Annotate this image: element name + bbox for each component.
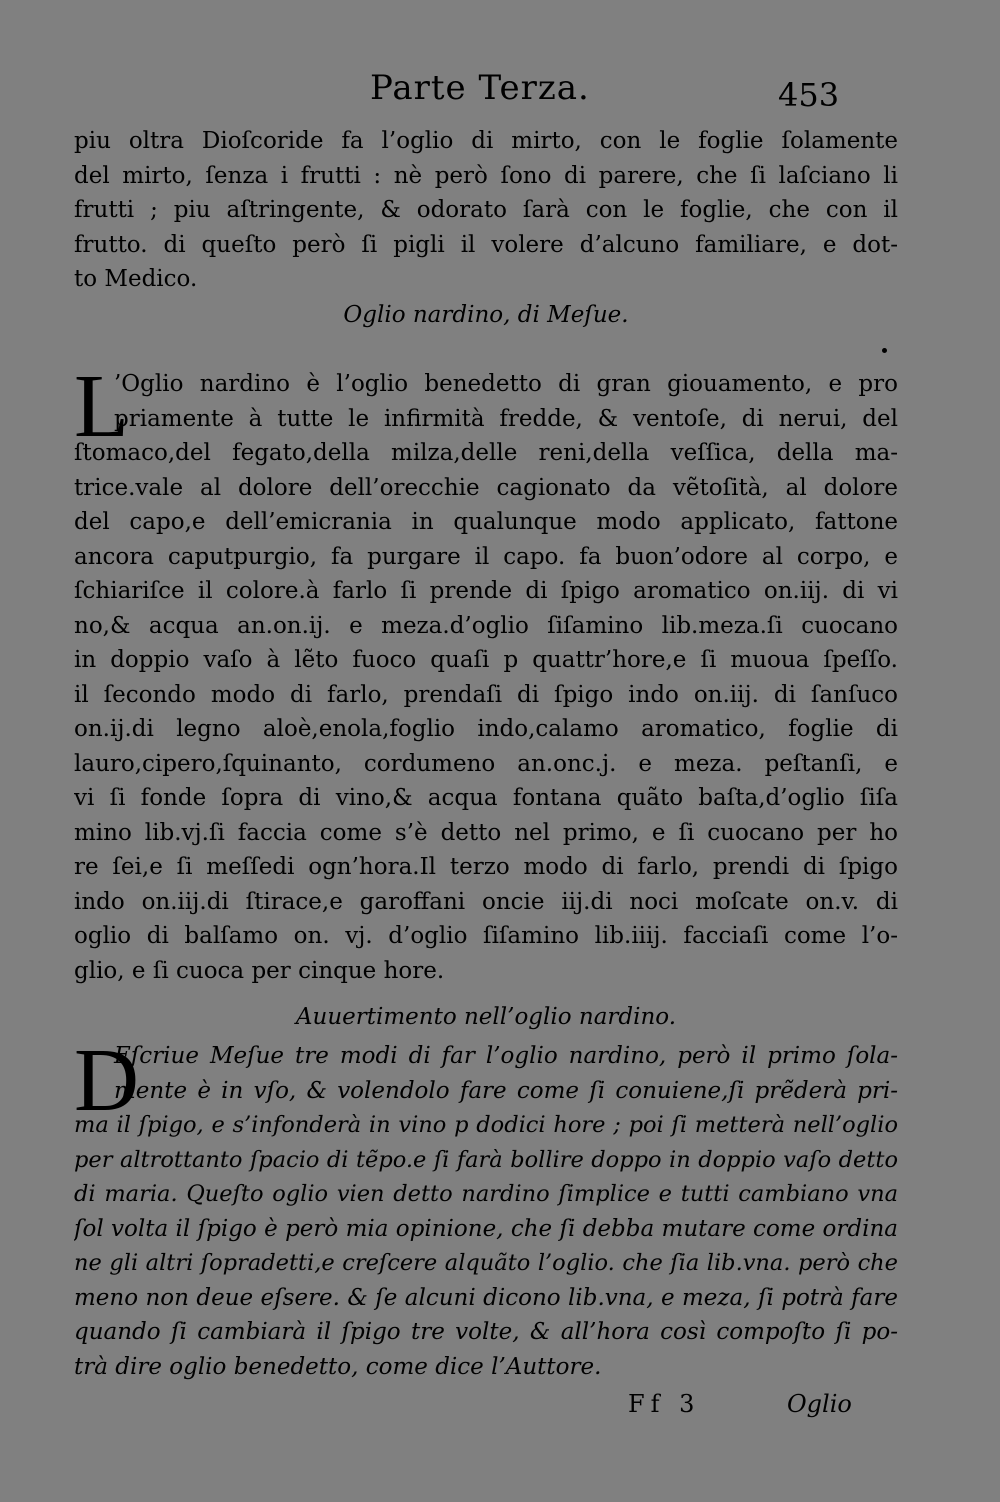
text-line: ’Oglio nardino è l’oglio benedetto di gran giouamento, e pro <box>114 371 898 397</box>
text-line: quando ſi cambiarà il ſpigo tre volte, & all’hora così compoſto ſi po- <box>74 1319 898 1345</box>
text-line: oglio di balſamo on. vj. d’oglio ſiſamino lib.iiij. facciaſi come l’o- <box>74 923 898 949</box>
section-heading-oglio-nardino: Oglio nardino, di Meſue. <box>343 302 629 328</box>
text-line: del capo,e dell’emicrania in qualunque modo applicato, fattone <box>74 509 898 535</box>
text-line: il ſecondo modo di farlo, prendaſi di ſpigo indo on.iij. di ſanſuco <box>74 681 898 708</box>
drop-cap-l: L <box>74 357 129 456</box>
text-line: to Medico. <box>74 266 198 292</box>
text-line: vi ſi fonde ſopra di vino,& acqua fontana quãto baſta,d’oglio ſiſa <box>74 785 898 811</box>
text-line: ne gli altri ſopradetti,e creſcere alquãto l’oglio. che ſia lib.vna. però che <box>74 1250 898 1276</box>
text-line: on.ij.di legno aloè,enola,foglio indo,calamo aromatico, foglie di <box>74 716 898 742</box>
text-line: in doppio vaſo à lẽto fuoco quaſi p quattr’hore,e ſi muoua ſpeſſo. <box>74 647 898 673</box>
text-line: mino lib.vj.ſi faccia come s’è detto nel primo, e ſi cuocano per ho <box>74 819 898 846</box>
text-line: trice.vale al dolore dell’orecchie cagionato da vẽtoſità, al dolore <box>74 474 898 501</box>
running-header: Parte Terza. <box>370 68 590 108</box>
text-line: ancora caputpurgio, fa purgare il capo. fa buon’odore al corpo, e <box>74 543 898 570</box>
text-line: priamente à tutte le infirmità fredde, & ventoſe, di nerui, del <box>114 405 898 432</box>
text-line: lauro,cipero,ſquinanto, cordumeno an.onc.j. e meza. peſtanſi, e <box>74 750 898 777</box>
text-line: no,& acqua an.on.ij. e meza.d’oglio ſiſamino lib.meza.ſi cuocano <box>74 612 898 639</box>
text-line: ſchiariſce il colore.à farlo ſi prende di ſpigo aromatico on.iij. di vi <box>74 578 898 604</box>
continued-paragraph <box>74 124 898 297</box>
ink-dot <box>882 348 887 353</box>
text-line: Eſcriue Meſue tre modi di far l’oglio nardino, però il primo ſola- <box>114 1043 898 1069</box>
section-heading-auuertimento: Auuertimento nell’oglio nardino. <box>295 1004 677 1030</box>
page-number: 453 <box>778 76 840 114</box>
section1-paragraph <box>74 367 898 988</box>
text-line: trà dire oglio benedetto, come dice l’Auttore. <box>74 1353 602 1380</box>
section2-paragraph <box>74 1039 898 1384</box>
text-line: frutto. di queſto però ſi pigli il volere d’alcuno familiare, e dot- <box>74 231 898 258</box>
signature-mark: Ff 3 <box>628 1390 701 1418</box>
text-line: mente è in vſo, & volendolo fare come ſi conuiene,ſi prẽderà pri- <box>114 1077 898 1104</box>
text-line: piu oltra Dioſcoride fa l’oglio di mirto, con le foglie ſolamente <box>74 128 898 154</box>
text-line: ma il ſpigo, e s’infonderà in vino p dodici hore ; poi ſi metterà nell’oglio <box>74 1112 898 1138</box>
text-line: del mirto, ſenza i frutti : nè però ſono di parere, che ſi laſciano li <box>74 162 898 189</box>
text-line: glio, e ſi cuoca per cinque hore. <box>74 957 445 984</box>
text-line: indo on.iij.di ſtirace,e garoffani oncie iij.di noci moſcate on.v. di <box>74 888 898 915</box>
drop-cap-d: D <box>74 1031 139 1130</box>
catchword: Oglio <box>787 1390 852 1418</box>
text-line: re ſei,e ſi meſſedi ogn’hora.Il terzo modo di farlo, prendi di ſpigo <box>74 854 898 880</box>
text-line: di maria. Queſto oglio vien detto nardino ſimplice e tutti cambiano vna <box>74 1181 898 1207</box>
text-line: per altrottanto ſpacio di tẽpo.e ſi farà bollire doppo in doppio vaſo detto <box>74 1146 898 1173</box>
text-line: ſol volta il ſpigo è però mia opinione, che ſi debba mutare come ordina <box>74 1215 898 1242</box>
text-line: frutti ; piu aſtringente, & odorato ſarà con le foglie, che con il <box>74 197 898 223</box>
text-line: meno non deue eſsere. & ſe alcuni dicono lib.vna, e meza, ſi potrà fare <box>74 1284 898 1311</box>
text-line: ſtomaco,del fegato,della milza,delle reni,della veſſica, della ma- <box>74 440 898 466</box>
